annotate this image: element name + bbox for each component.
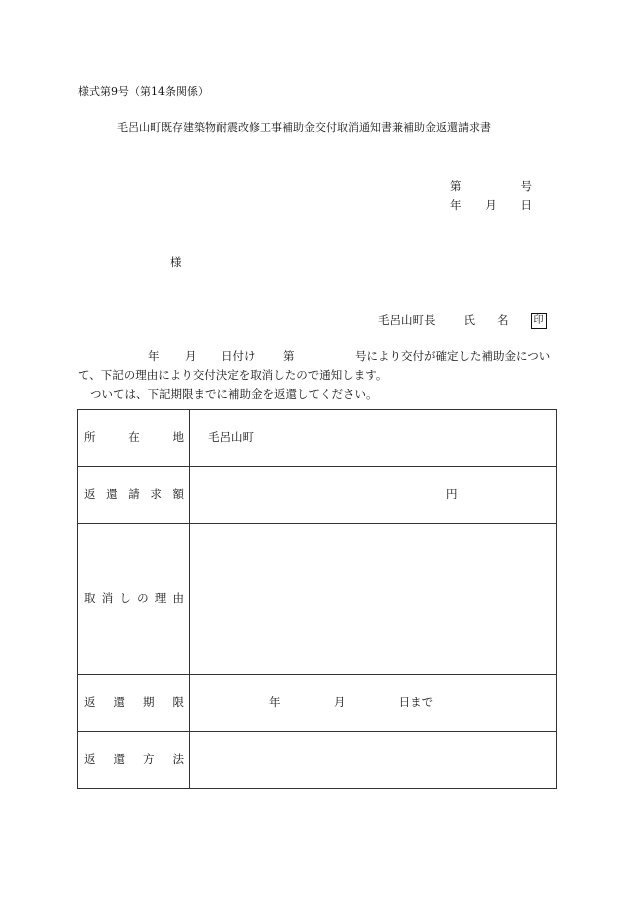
amount-value[interactable] — [190, 467, 557, 524]
yen-unit: 円 — [446, 487, 458, 502]
sender-name-char-2: 名 — [497, 313, 509, 328]
label-char: 由 — [172, 591, 184, 606]
sender-block — [378, 313, 547, 329]
method-value[interactable] — [190, 732, 557, 789]
table-row — [78, 675, 557, 732]
table-row — [78, 524, 557, 675]
label-char: の — [137, 591, 149, 606]
label-char: 方 — [143, 752, 155, 767]
label-char: 返 — [84, 695, 96, 710]
date-month: 月 — [485, 198, 497, 212]
body-year: 年 — [148, 349, 160, 363]
date-day: 日 — [520, 198, 532, 212]
label-char: 請 — [128, 487, 140, 502]
document-title: 毛呂山町既存建築物耐震改修工事補助金交付取消通知書兼補助金返還請求書 — [117, 121, 491, 134]
body-line-1-rest: 号により交付が確定した補助金につい — [355, 349, 551, 363]
location-text: 毛呂山町 — [208, 430, 254, 445]
label-char: 還 — [113, 695, 125, 710]
label-char: 求 — [150, 487, 162, 502]
sender-name-char-1: 氏 — [463, 313, 475, 328]
label-char: 返 — [84, 752, 96, 767]
label-char: 額 — [172, 487, 184, 502]
label-char: 理 — [154, 591, 167, 606]
table-row — [78, 732, 557, 789]
label-char: 在 — [128, 430, 140, 445]
number-prefix: 第 — [450, 179, 462, 193]
deadline-until: 日まで — [398, 695, 434, 710]
details-table — [77, 409, 557, 789]
form-number: 様式第9号（第14条関係） — [78, 85, 209, 98]
label-char: 取 — [84, 591, 96, 606]
document-number — [450, 181, 532, 193]
label-char: 地 — [172, 430, 184, 445]
addressee-honorific: 様 — [170, 255, 182, 269]
body-line-3: ついては、下記期限までに補助金を返還してください。 — [90, 387, 378, 401]
label-char: 還 — [106, 487, 118, 502]
deadline-value[interactable] — [190, 675, 557, 732]
label-char: し — [119, 591, 131, 606]
number-suffix: 号 — [520, 179, 532, 193]
deadline-year: 年 — [269, 695, 281, 710]
reason-value[interactable] — [190, 524, 557, 675]
label-char: 限 — [172, 695, 184, 710]
location-label — [78, 410, 190, 467]
body-line-2: て、下記の理由により交付決定を取消したので通知します。 — [78, 368, 388, 382]
deadline-label — [78, 675, 190, 732]
label-char: 所 — [84, 430, 96, 445]
body-dated: 日付け — [221, 349, 256, 363]
label-char: 期 — [143, 695, 155, 710]
body-month: 月 — [185, 349, 197, 363]
table-row — [78, 410, 557, 467]
label-char: 消 — [101, 591, 114, 606]
table-row — [78, 467, 557, 524]
location-value[interactable] — [190, 410, 557, 467]
document-date — [450, 200, 532, 212]
date-year: 年 — [450, 198, 462, 212]
label-char: 還 — [113, 752, 125, 767]
deadline-month: 月 — [333, 695, 346, 710]
seal-box: 印 — [531, 313, 547, 329]
body-number-prefix: 第 — [283, 349, 295, 363]
method-label — [78, 732, 190, 789]
reason-label — [78, 524, 190, 675]
label-char: 法 — [172, 752, 184, 767]
amount-label — [78, 467, 190, 524]
sender-title: 毛呂山町長 — [378, 313, 436, 328]
label-char: 返 — [84, 487, 96, 502]
